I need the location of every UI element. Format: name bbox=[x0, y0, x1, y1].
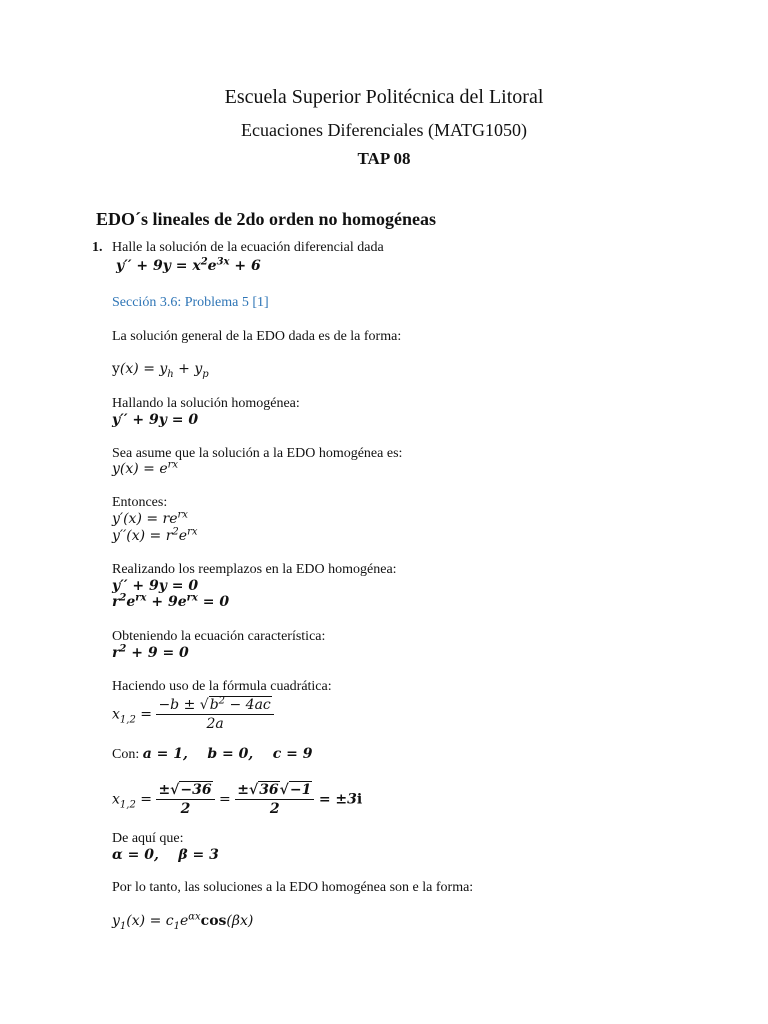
equation-homogeneous: y′′ + 9y = 0 bbox=[112, 412, 199, 428]
problem-statement: Halle la solución de la ecuación diferencial dada bbox=[112, 240, 384, 255]
equation-alpha-beta: α = 0, β = 3 bbox=[112, 847, 219, 863]
equation-quadratic-formula: $x_{1,2}$ = $\frac{-b \pm √b^2 - 4ac}{2a}$ bbox=[112, 697, 274, 732]
text-quadratic: Haciendo uso de la fórmula cuadrática: bbox=[112, 679, 332, 694]
equation-replacement-2: $r^2e^{rx} + 9e^{rx} = 0$ bbox=[112, 592, 230, 610]
text-then: Entonces: bbox=[112, 495, 168, 510]
institution-title: Escuela Superior Politécnica del Litoral bbox=[224, 86, 544, 108]
equation-second-derivative: $y''(x) = r^2e^{rx}$ bbox=[112, 526, 198, 544]
equation-main: $y'' + 9y = x^2e^{3x} + 6$ bbox=[116, 256, 261, 274]
problem-number: 1. bbox=[92, 240, 103, 255]
text-therefore: Por lo tanto, las soluciones a la EDO homogénea son e la forma: bbox=[112, 880, 474, 895]
equation-assume: $y(x) = e^{rx}$ bbox=[112, 459, 179, 477]
equation-replacement-1: y′′ + 9y = 0 bbox=[112, 578, 199, 594]
section-title: EDO´s lineales de 2do orden no homogéneas bbox=[96, 209, 437, 229]
equation-coefficients: a = 1, b = 0, c = 9 bbox=[142, 746, 313, 762]
text-replacements: Realizando los reemplazos en la EDO homogénea: bbox=[112, 562, 397, 577]
con-label: Con: bbox=[112, 747, 140, 762]
equation-first-derivative: $y'(x) = re^{rx}$ bbox=[112, 509, 188, 527]
equation-characteristic: $r^2 + 9 = 0$ bbox=[112, 643, 189, 661]
assignment-title: TAP 08 bbox=[357, 149, 411, 168]
equation-solution-y1: $y_1(x) = c_1e^{\alpha x}\cos(\beta x)$ bbox=[112, 911, 254, 932]
text-con bbox=[112, 746, 313, 763]
problem-source: Sección 3.6: Problema 5 [1] bbox=[112, 295, 269, 310]
equation-roots: $x_{1,2}$ = $\frac{\pm√-36}{2}$ = $\frac{\pm√36√-1}{2}$ = ±3i bbox=[112, 782, 363, 817]
text-characteristic: Obteniendo la ecuación característica: bbox=[112, 629, 326, 644]
text-homogeneous: Hallando la solución homogénea: bbox=[112, 396, 300, 411]
text-general-form: La solución general de la EDO dada es de la forma: bbox=[112, 329, 402, 344]
course-title: Ecuaciones Diferenciales (MATG1050) bbox=[241, 120, 527, 140]
equation-general-solution: $y(x) = y_h + y_p$ bbox=[112, 361, 209, 380]
text-hence: De aquí que: bbox=[112, 831, 184, 846]
text-assume: Sea asume que la solución a la EDO homogénea es: bbox=[112, 446, 403, 461]
